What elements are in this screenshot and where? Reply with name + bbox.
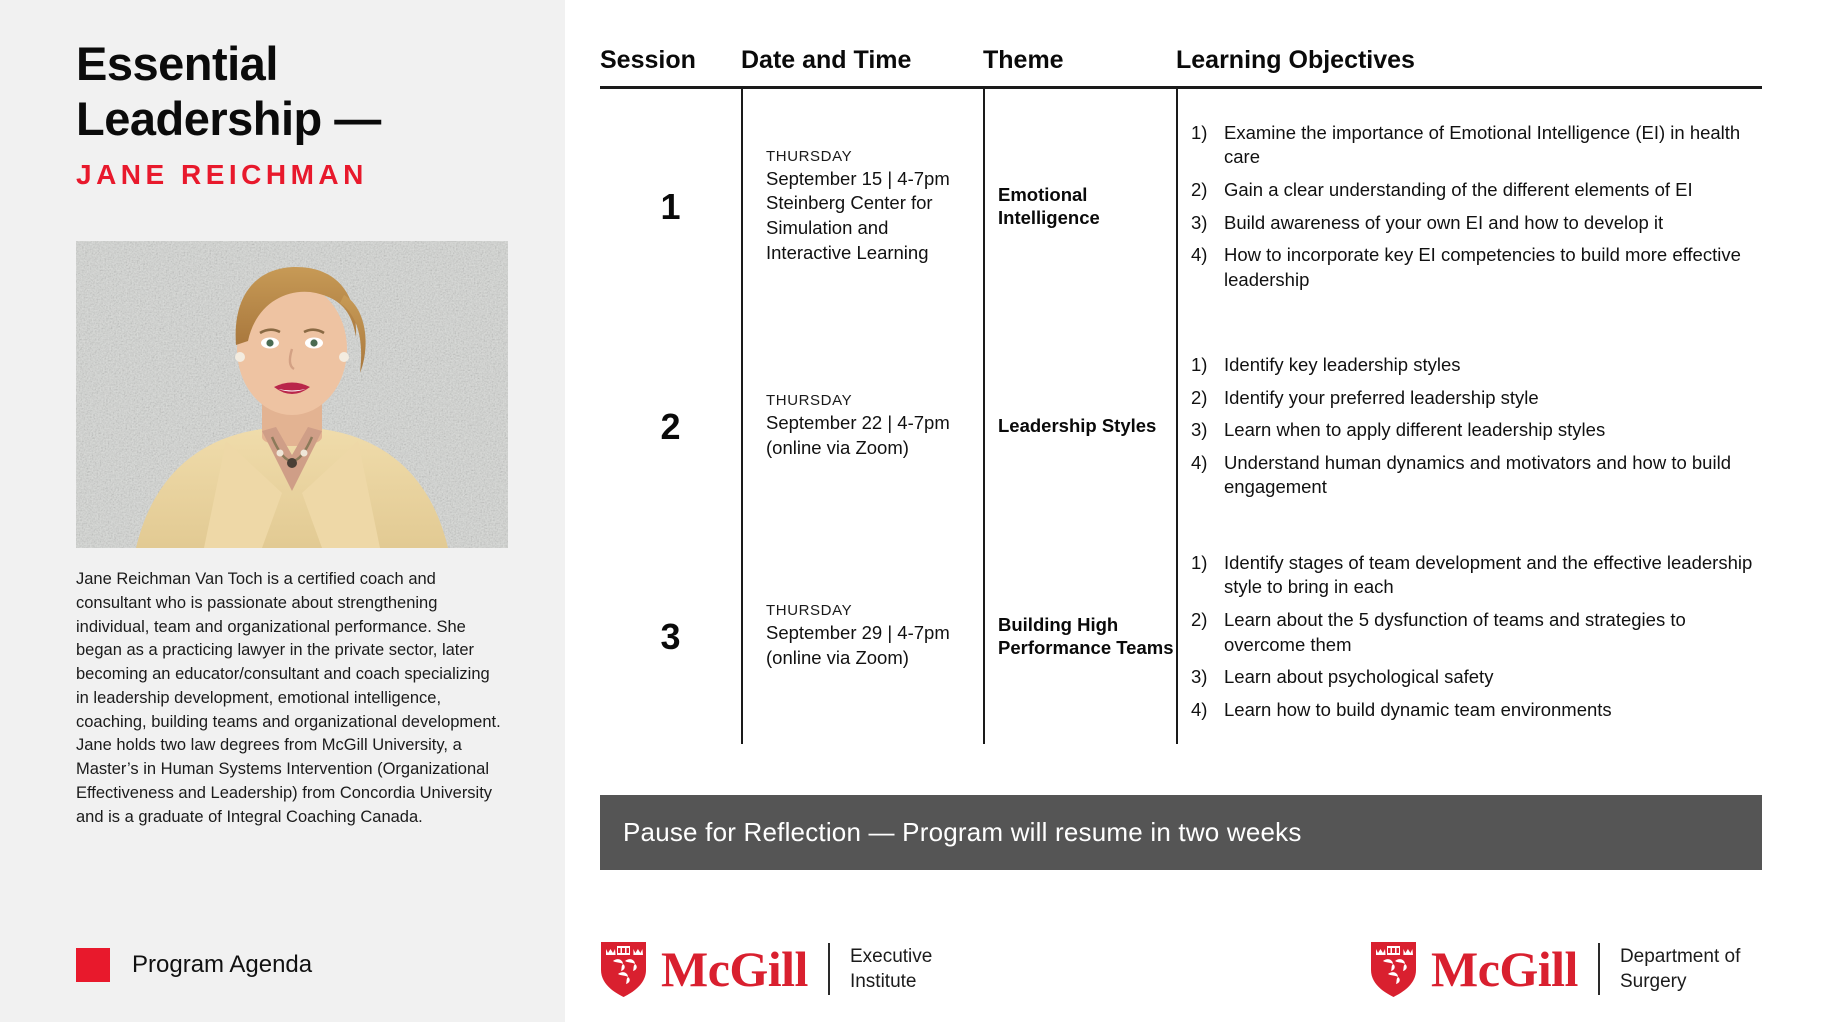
program-agenda-label: Program Agenda <box>132 951 313 978</box>
logo-subtitle <box>1620 944 1740 994</box>
logo-divider <box>1598 943 1600 995</box>
session-location-line: Simulation and <box>766 217 889 238</box>
objective-number: 3) <box>1191 666 1208 688</box>
session-location-line: (online via Zoom) <box>766 437 909 458</box>
objective-number: 4) <box>1191 698 1208 720</box>
objective-text: Identify key leadership styles <box>1224 354 1461 376</box>
table-body <box>600 89 1762 744</box>
logo-subtitle-line-2: Institute <box>849 971 917 992</box>
objective-text: Understand human dynamics and motivators and how to build engagement <box>1224 451 1731 498</box>
session-theme: Leadership Styles <box>983 324 1176 529</box>
objective-item <box>1191 551 1762 600</box>
session-objectives <box>1176 89 1762 324</box>
objective-text: Gain a clear understanding of the different elements of EI <box>1224 178 1693 200</box>
objective-number: 4) <box>1191 244 1208 266</box>
column-header-theme: Theme <box>983 46 1064 74</box>
table-row <box>600 324 1762 529</box>
column-header-objectives: Learning Objectives <box>1176 46 1415 74</box>
pause-banner-text: Pause for Reflection — Program will resume in two weeks <box>623 817 1302 847</box>
mcgill-wordmark: McGill <box>661 941 808 997</box>
session-date-line: September 22 | 4-7pm <box>766 412 950 434</box>
pause-for-reflection-banner <box>600 795 1762 870</box>
page-title-line-2: Leadership — <box>76 92 381 146</box>
session-day: THURSDAY <box>766 392 853 410</box>
objective-item <box>1191 178 1762 203</box>
objective-item <box>1191 211 1762 236</box>
objective-number: 2) <box>1191 386 1208 408</box>
objective-item <box>1191 698 1762 723</box>
session-day: THURSDAY <box>766 602 853 620</box>
session-objectives <box>1176 529 1762 744</box>
objective-number: 1) <box>1191 121 1208 143</box>
sidebar <box>0 0 565 1022</box>
program-agenda-legend <box>76 948 312 982</box>
session-location-line: Steinberg Center for <box>766 192 933 214</box>
objective-item <box>1191 418 1762 443</box>
session-location-line: (online via Zoom) <box>766 647 909 668</box>
red-square-icon <box>76 948 110 982</box>
mcgill-executive-institute-logo <box>600 940 932 998</box>
objective-item <box>1191 243 1762 292</box>
objective-text: Build awareness of your own EI and how to develop it <box>1224 211 1664 233</box>
logo-subtitle-line-1: Department of <box>1619 945 1741 967</box>
mcgill-shield-icon <box>1370 940 1417 998</box>
mcgill-wordmark: McGill <box>1431 941 1578 997</box>
presenter-photo <box>76 241 508 548</box>
logo-subtitle <box>850 944 932 994</box>
presenter-name: JANE REICHMAN <box>76 158 368 190</box>
table-header-row <box>600 46 1762 86</box>
objective-text: Learn about the 5 dysfunction of teams and strategies to overcome them <box>1224 608 1686 655</box>
table-row <box>600 529 1762 744</box>
mcgill-department-of-surgery-logo <box>1370 940 1740 998</box>
objective-item <box>1191 665 1762 690</box>
session-datetime <box>741 324 983 529</box>
title-block <box>76 36 506 191</box>
objective-item <box>1191 386 1762 411</box>
objective-number: 4) <box>1191 451 1208 473</box>
column-header-datetime: Date and Time <box>741 46 912 74</box>
session-theme: Building High Performance Teams <box>983 529 1176 744</box>
objective-number: 1) <box>1191 354 1208 376</box>
objective-text: Learn how to build dynamic team environments <box>1224 698 1612 720</box>
objective-text: Learn when to apply different leadership styles <box>1224 419 1606 441</box>
presenter-bio: Jane Reichman Van Toch is a certified coach and consultant who is passionate about strengthening individual, team and organizational performance. She began as a practicing lawyer in the private sector, later becoming an educator/consultant and coach specializing in leadership development, emotional intelligence, coaching, building teams and organizational development. Jane holds two law degrees from McGill University, a Master’s in Human Systems Intervention (Organizational Effectiveness and Leadership) from Concordia University and is a graduate of Integral Coaching Canada. <box>76 570 501 826</box>
logo-subtitle-line-1: Executive <box>849 945 933 967</box>
session-objectives <box>1176 324 1762 529</box>
objective-text: Identify your preferred leadership style <box>1224 386 1539 408</box>
session-date-line: September 15 | 4-7pm <box>766 167 950 189</box>
session-day: THURSDAY <box>766 147 853 165</box>
objective-number: 2) <box>1191 608 1208 630</box>
main-content <box>565 0 1827 1022</box>
objective-text: Identify stages of team development and the effective leadership style to bring in each <box>1224 551 1753 598</box>
objective-number: 1) <box>1191 551 1208 573</box>
logo-divider <box>828 943 830 995</box>
objective-item <box>1191 121 1762 170</box>
page-title <box>76 36 506 147</box>
objective-number: 3) <box>1191 419 1208 441</box>
logo-subtitle-line-2: Surgery <box>1619 971 1687 992</box>
session-datetime <box>741 89 983 324</box>
session-number: 3 <box>660 615 681 657</box>
objective-item <box>1191 451 1762 500</box>
objective-text: Examine the importance of Emotional Intelligence (EI) in health care <box>1224 121 1741 168</box>
objective-item <box>1191 608 1762 657</box>
table-row <box>600 89 1762 324</box>
objective-text: Learn about psychological safety <box>1224 666 1494 688</box>
objective-text: How to incorporate key EI competencies to build more effective leadership <box>1224 244 1741 290</box>
session-datetime <box>741 529 983 744</box>
session-number: 1 <box>660 185 681 227</box>
agenda-table <box>600 46 1762 744</box>
column-header-session: Session <box>600 46 696 74</box>
mcgill-shield-icon <box>600 940 647 998</box>
session-date-line: September 29 | 4-7pm <box>766 622 950 644</box>
objective-item <box>1191 353 1762 378</box>
objective-number: 2) <box>1191 178 1208 200</box>
page-title-line-1: Essential <box>76 37 278 90</box>
objective-number: 3) <box>1191 211 1208 233</box>
session-location-line: Interactive Learning <box>766 241 929 263</box>
session-number: 2 <box>660 405 681 447</box>
session-theme: Emotional Intelligence <box>983 89 1176 324</box>
